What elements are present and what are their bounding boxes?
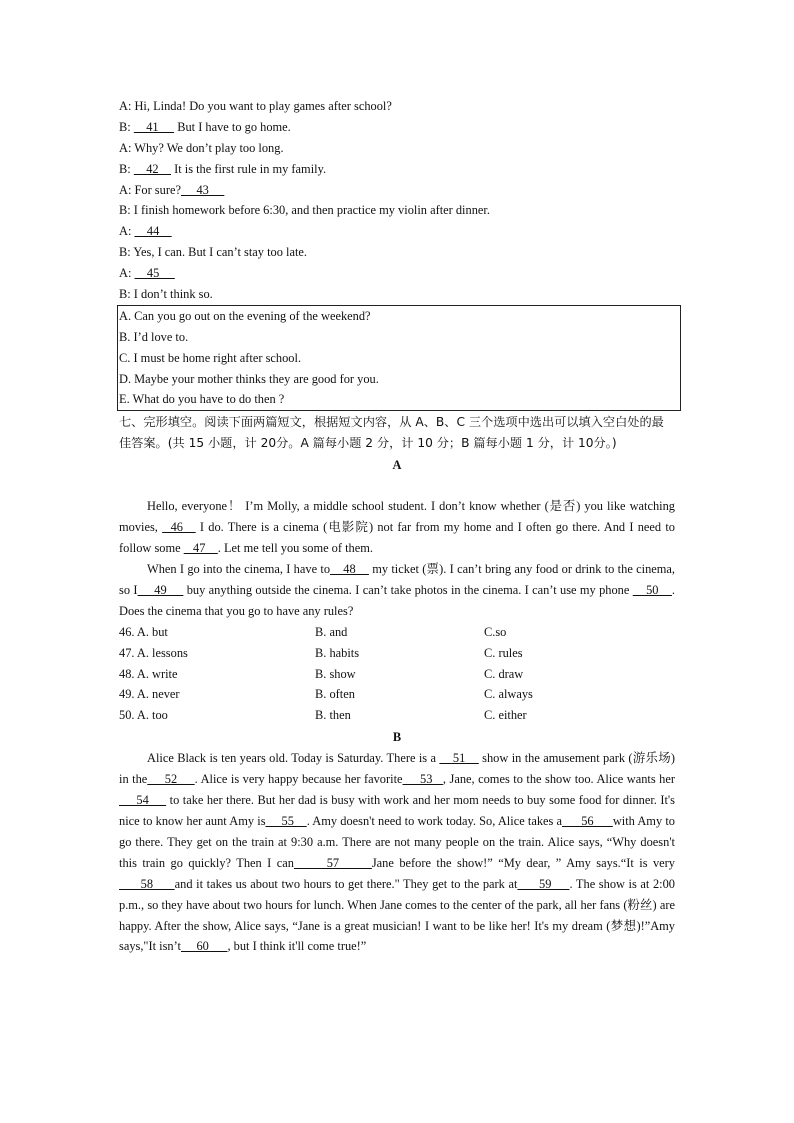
choice-a: 50. A. too [119, 708, 168, 723]
dialogue-text: B: [119, 161, 134, 176]
question-row [119, 622, 675, 643]
dialogue-text: B: Yes, I can. But I can’t stay too late. [119, 245, 308, 260]
choice-b: B. often [315, 687, 355, 702]
passage-text: my ticket (票). I can’t bring any food or drink to the cinema, so I [119, 562, 676, 597]
answer-blank: 54 [119, 793, 167, 808]
passage-text: to take her there. But her dad is busy with work and her mom needs to buy some food for dinner. It's nice to know her aunt Amy is [119, 793, 675, 828]
answer-blank: 47 [183, 541, 218, 556]
dialogue-line [119, 180, 675, 201]
answer-blank: 43 [180, 182, 225, 197]
choice-b: B. habits [315, 645, 360, 660]
choice-c: C.so [484, 624, 507, 639]
dialogue-text: A: Why? We don’t play too long. [119, 140, 284, 155]
dialogue-line [119, 263, 675, 284]
choice-a: 47. A. lessons [119, 645, 188, 660]
answer-blank: 55 [265, 813, 307, 828]
question-row [119, 643, 675, 664]
passage-a-questions [119, 622, 675, 726]
worksheet-page [119, 96, 675, 957]
dialogue-line [119, 284, 675, 305]
answer-blank: 49 [137, 582, 184, 597]
passage-text: buy anything outside the cinema. I can’t take photos in the cinema. I can’t use my phone [183, 582, 633, 597]
answer-blank: 56 [562, 813, 613, 828]
answer-blank: 60 [180, 939, 228, 954]
passage-text: Hello, everyone！ I’m Molly, a middle school student. I don’t know whether (是否) you like watching movies, [119, 499, 675, 535]
passage-text: . Amy doesn't need to work today. So, Alice takes a [306, 813, 563, 828]
option-line: C. I must be home right after school. [119, 350, 302, 365]
dialogue-line [119, 117, 675, 138]
dialogue-text: A: For sure? [119, 182, 181, 197]
dialogue-text: A: Hi, Linda! Do you want to play games after school? [119, 99, 392, 113]
answer-blank: 41 [133, 119, 175, 134]
dialogue-text: B: I finish homework before 6:30, and then practice my violin after dinner. [119, 203, 490, 218]
option-line: E. What do you have to do then ? [119, 392, 285, 407]
question-row [119, 705, 675, 726]
dialogue-text: A: [119, 266, 135, 281]
dialogue-line [119, 242, 675, 263]
answer-blank: 59 [517, 876, 570, 891]
dialogue-line [119, 221, 675, 242]
choice-a: 49. A. never [119, 687, 180, 702]
passage-text: . The show is at 2:00 p.m., so they have about two hours for lunch. When Jane comes to the center of the park, all her fans (粉丝) are happy. After the show, Alice says, “Jane is a great musician! I want to be like her! It's my dream (梦想)!”Amy says,"It isn’t [119, 876, 676, 954]
answer-blank: 53 [402, 772, 443, 787]
passage-a-title: A [392, 458, 402, 473]
section7-heading: 七、完形填空。阅读下面两篇短文，根据短文内容，从 A、B、C 三个选项中选出可以填入空白处的最佳答案。(共 15 小题，计 20分。A 篇每小题 2 分，计 10 分；B 篇每小题 1 分，计 10分。) [119, 415, 664, 451]
answer-blank: 52 [147, 772, 195, 787]
answer-blank: 50 [632, 582, 672, 597]
dialogue-text: It is the first rule in my family. [170, 161, 327, 176]
choice-b: B. then [315, 708, 351, 723]
choice-a: 48. A. write [119, 666, 178, 681]
question-row [119, 684, 675, 705]
option-line: B. I’d love to. [119, 329, 189, 344]
choice-a: 46. A. but [119, 624, 168, 639]
passage-text: show in the amusement park (游乐场) in the [119, 751, 675, 787]
choice-c: C. always [484, 687, 533, 702]
passage-text: . Alice is very happy because her favorite [194, 772, 403, 787]
passage-a-paragraph-1 [119, 496, 675, 559]
passage-text: with Amy to go there. They get on the train at 9:30 a.m. There are not many people on the train. Alice says, “Why doesn't this train go quickly? Then I can [119, 813, 675, 870]
passage-text: . Let me tell you some of them. [217, 541, 373, 556]
choice-b: B. and [315, 624, 348, 639]
passage-text: , Jane, comes to the show too. Alice wants her [442, 772, 675, 787]
option-line: D. Maybe your mother thinks they are good for you. [119, 371, 379, 386]
passage-a-paragraph-2 [119, 559, 675, 622]
passage-text: , but I think it'll come true!” [227, 939, 367, 954]
choice-c: C. rules [484, 645, 523, 660]
passage-text: . Does the cinema that you go to have any rules? [119, 582, 676, 618]
dialogue-text: B: I don’t think so. [119, 287, 213, 302]
passage-b-title: B [392, 730, 402, 745]
choice-c: C. draw [484, 666, 524, 681]
passage-text: and it takes us about two hours to get there." They get to the park at [174, 876, 518, 891]
passage-b-paragraph [119, 748, 675, 957]
answer-blank: 57 [293, 855, 372, 870]
answer-blank: 46 [162, 520, 196, 535]
question-row [119, 664, 675, 685]
passage-text: Alice Black is ten years old. Today is Saturday. There is a [147, 751, 440, 766]
dialogue-section [119, 96, 675, 305]
dialogue-line [119, 96, 675, 117]
answer-blank: 42 [133, 161, 171, 176]
dialogue-line [119, 200, 675, 221]
passage-text: I do. There is a cinema (电影院) not far from my home and I often go there. And I need to follow some [119, 520, 675, 556]
options-box [117, 305, 681, 411]
dialogue-text: A: [119, 224, 135, 239]
passage-text: When I go into the cinema, I have to [147, 562, 331, 577]
answer-blank: 51 [439, 751, 479, 766]
answer-blank: 44 [134, 224, 172, 239]
dialogue-line [119, 138, 675, 159]
option-line: A. Can you go out on the evening of the weekend? [119, 308, 371, 323]
dialogue-line [119, 159, 675, 180]
dialogue-text: But I have to go home. [174, 119, 291, 134]
answer-blank: 48 [330, 562, 369, 577]
answer-blank: 58 [119, 876, 175, 891]
choice-c: C. either [484, 708, 527, 723]
choice-b: B. show [315, 666, 356, 681]
answer-blank: 45 [134, 266, 175, 281]
passage-text: Jane before the show!” “My dear, ” Amy says.“It is very [371, 855, 676, 870]
dialogue-text: B: [119, 119, 134, 134]
